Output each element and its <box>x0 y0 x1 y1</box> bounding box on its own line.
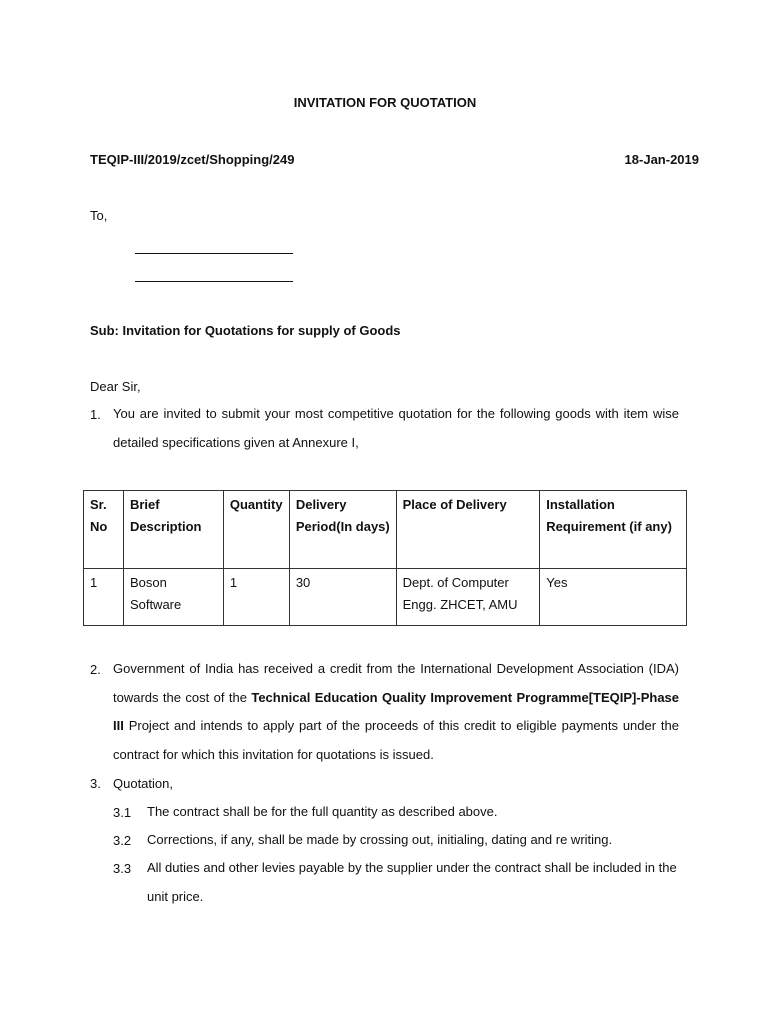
subitem-3-3-number: 3.3 <box>113 861 132 876</box>
table-row <box>84 569 687 626</box>
header-installation-requirement: Installation Requirement (if any) <box>540 491 687 569</box>
table-header-row <box>84 491 687 569</box>
item-3-label: Quotation, <box>113 776 173 791</box>
address-blank-line-2 <box>135 281 293 282</box>
header-sr-no: Sr. No <box>84 491 124 569</box>
header-quantity: Quantity <box>223 491 289 569</box>
goods-table <box>83 490 687 626</box>
cell-place-of-delivery: Dept. of Computer Engg. ZHCET, AMU <box>396 569 540 626</box>
item-2-text <box>113 655 679 769</box>
reference-number: TEQIP-III/2019/zcet/Shopping/249 <box>90 152 295 167</box>
subitem-3-2-number: 3.2 <box>113 833 132 848</box>
address-blank-line-1 <box>135 253 293 254</box>
item-2-programme-name: Technical Education Quality Improvement Programme[TEQIP]-Phase III <box>113 689 680 733</box>
to-label: To, <box>90 208 108 223</box>
subject-line: Sub: Invitation for Quotations for supply of Goods <box>90 323 401 338</box>
subitem-3-1-number: 3.1 <box>113 805 132 820</box>
header-brief-description: Brief Description <box>123 491 223 569</box>
item-3-number: 3. <box>90 776 101 791</box>
document-date: 18-Jan-2019 <box>624 152 699 167</box>
header-delivery-period: Delivery Period(In days) <box>289 491 396 569</box>
cell-brief-description: Boson Software <box>123 569 223 626</box>
subitem-3-1-text: The contract shall be for the full quantity as described above. <box>147 804 498 819</box>
item-1-text: You are invited to submit your most competitive quotation for the following goods with item wise detailed specifications given at Annexure I, <box>113 406 679 450</box>
item-1-number: 1. <box>90 407 101 422</box>
subitem-3-2-text: Corrections, if any, shall be made by crossing out, initialing, dating and re writing. <box>147 832 613 847</box>
item-2-text-end: Project and intends to apply part of the proceeds of this credit to eligible payments under the contract for which this invitation for quotations is issued. <box>113 718 679 762</box>
document-title: INVITATION FOR QUOTATION <box>293 95 477 110</box>
cell-delivery-period: 30 <box>289 569 396 626</box>
item-2-text-start: Government of India has received a credit from the International Development Association (IDA) towards the cost of the <box>113 661 679 705</box>
item-2-number: 2. <box>90 662 101 677</box>
cell-installation-requirement: Yes <box>540 569 687 626</box>
subitem-3-3-text: All duties and other levies payable by the supplier under the contract shall be included in the unit price. <box>147 860 677 904</box>
cell-quantity: 1 <box>223 569 289 626</box>
salutation: Dear Sir, <box>90 379 141 394</box>
header-place-of-delivery: Place of Delivery <box>396 491 540 569</box>
cell-sr-no: 1 <box>84 569 124 626</box>
